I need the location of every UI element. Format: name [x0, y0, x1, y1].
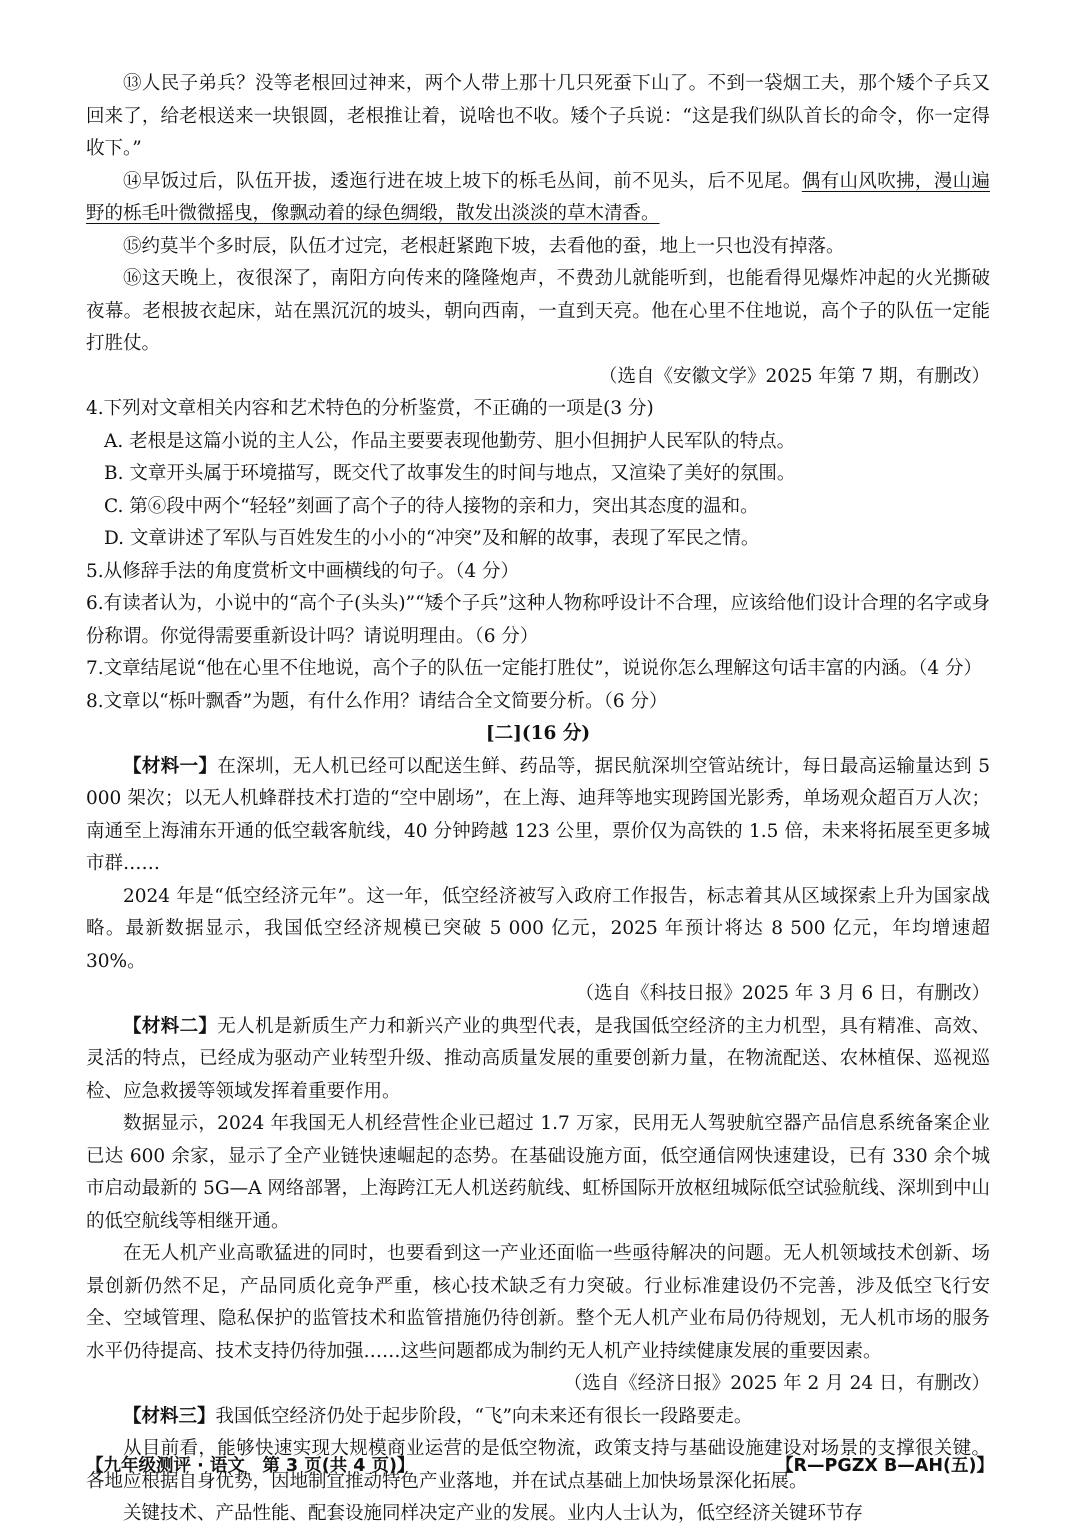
material-1-label: 【材料一】	[123, 755, 218, 777]
question-5: 5.从修辞手法的角度赏析文中画横线的句子。（4 分）	[86, 560, 520, 582]
question-4: 4.下列对文章相关内容和艺术特色的分析鉴赏，不正确的一项是(3 分)	[86, 398, 654, 419]
page-footer	[86, 1452, 994, 1477]
material-2-paragraph-2: 数据显示，2024 年我国无人机经营性企业已超过 1.7 万家，民用无人驾驶航空器产品信息系统备案企业已达 600 余家，显示了全产业链快速崛起的态势。在基础设施方面，低空通信网快速建设，已有 330 余个城市启动最新的 5G—A 网络部署，上海跨江无人机送药航线、虹桥国际开放枢纽城际低空试验航线、深圳到中山的低空航线等相继开通。	[86, 1113, 990, 1232]
section-heading: [二](16 分)	[485, 723, 591, 744]
material-2-paragraph-3: 在无人机产业高歌猛进的同时，也要看到这一产业还面临一些亟待解决的问题。无人机领域技术创新、场景创新仍然不足，产品同质化竞争严重，核心技术缺乏有力突破。行业标准建设仍不完善，涉及低空飞行安全、空域管理、隐私保护的监管技术和监管措施仍待创新。整个无人机产业布局仍待规划，无人机市场的服务水平仍待提高、技术支持仍待加强……这些问题都成为制约无人机产业持续健康发展的重要因素。	[86, 1243, 990, 1362]
question-4-option-c: C. 第⑥段中两个“轻轻”刻画了高个子的待人接物的亲和力，突出其态度的温和。	[104, 495, 759, 517]
material-2-source: （选自《经济日报》2025 年 2 月 24 日，有删改）	[563, 1373, 990, 1394]
material-2-label: 【材料二】	[123, 1015, 218, 1037]
material-3-label: 【材料三】	[123, 1405, 216, 1427]
material-1-source: （选自《科技日报》2025 年 3 月 6 日，有删改）	[575, 983, 990, 1004]
passage-paragraph-13: ⑬人民子弟兵？没等老根回过神来，两个人带上那十几只死蚕下山了。不到一袋烟工夫，那个矮个子兵又回来了，给老根送来一块银圆，老根推让着，说啥也不收。矮个子兵说：“这是我们纵队首长的命令，你一定得收下。”	[86, 73, 990, 159]
underlined-sentence: 偶有山风吹拂，漫山遍野的栎毛叶微微摇曳，像飘动着的绿色绸缎，散发出淡淡的草木清香。	[86, 170, 990, 224]
material-1-paragraph-1	[86, 751, 990, 881]
question-4-option-b: B. 文章开头属于环境描写，既交代了故事发生的时间与地点，又渲染了美好的氛围。	[104, 463, 796, 484]
question-4-option-d: D. 文章讲述了军队与百姓发生的小小的“冲突”及和解的故事，表现了军民之情。	[104, 528, 760, 549]
question-8: 8.文章以“栎叶飘香”为题，有什么作用？请结合全文简要分析。（6 分）	[86, 690, 668, 712]
material-3-text: 我国低空经济仍处于起步阶段，“飞”向未来还有很长一段路要走。	[215, 1405, 753, 1427]
question-6: 6.有读者认为，小说中的“高个子(头头)”“矮个子兵”这种人物称呼设计不合理，应该给他们设计合理的名字或身份称谓。你觉得需要重新设计吗？请说明理由。（6 分）	[86, 593, 990, 647]
footer-right: 【R—PGZX B—AH(五)】	[776, 1456, 994, 1476]
exam-page	[86, 68, 990, 1531]
footer-left: 【九年级测评 · 语文 第 3 页(共 4 页)】	[86, 1456, 415, 1476]
question-7: 7.文章结尾说“他在心里不住地说，高个子的队伍一定能打胜仗”，说说你怎么理解这句话丰富的内涵。（4 分）	[86, 658, 982, 679]
material-2-paragraph-1	[86, 1011, 990, 1109]
paragraph-14-text: ⑭早饭过后，队伍开拔，逶迤行进在坡上坡下的栎毛丛间，前不见头，后不见尾。	[123, 170, 802, 192]
passage-paragraph-15: ⑮约莫半个多时辰，队伍才过完，老根赶紧跑下坡，去看他的蚕，地上一只也没有掉落。	[123, 235, 845, 257]
material-1-text: 在深圳，无人机已经可以配送生鲜、药品等，据民航深圳空管站统计，每日最高运输量达到 5 000 架次；以无人机蜂群技术打造的“空中剧场”，在上海、迪拜等地实现跨国光影秀，单场观众超百万人次；南通至上海浦东开通的低空载客航线，40 分钟跨越 123 公里，票价仅为高铁的 1.5 倍，未来将拓展至更多城市群……	[86, 755, 990, 874]
question-4-option-a: A. 老根是这篇小说的主人公，作品主要要表现他勤劳、胆小但拥护人民军队的特点。	[104, 430, 796, 452]
material-3-paragraph-1	[86, 1401, 990, 1434]
material-3-paragraph-3: 关键技术、产品性能、配套设施同样决定产业的发展。业内人士认为，低空经济关键环节存	[123, 1503, 864, 1524]
material-1-paragraph-2: 2024 年是“低空经济元年”。这一年，低空经济被写入政府工作报告，标志着其从区域探索上升为国家战略。最新数据显示，我国低空经济规模已突破 5 000 亿元，2025 年预计将达 8 500 亿元，年均增速超 30%。	[86, 885, 990, 972]
passage-paragraph-16: ⑯这天晚上，夜很深了，南阳方向传来的隆隆炮声，不费劲儿就能听到，也能看得见爆炸冲起的火光撕破夜幕。老根披衣起床，站在黑沉沉的坡头，朝向西南，一直到天亮。他在心里不住地说，高个子的队伍一定能打胜仗。	[86, 268, 990, 354]
passage-source: （选自《安徽文学》2025 年第 7 期，有删改）	[599, 365, 990, 387]
material-2-text: 无人机是新质生产力和新兴产业的典型代表，是我国低空经济的主力机型，具有精准、高效、灵活的特点，已经成为驱动产业转型升级、推动高质量发展的重要创新力量，在物流配送、农林植保、巡视巡检、应急救援等领域发挥着重要作用。	[86, 1015, 990, 1102]
passage-paragraph-14	[86, 166, 990, 231]
material-3-paragraph-2: 从目前看，能够快速实现大规模商业运营的是低空物流，政策支持与基础设施建设对场景的支撑很关键。各地应根据自身优势，因地制宜推动特色产业落地，并在试点基础上加快场景深化拓展。	[86, 1438, 990, 1492]
